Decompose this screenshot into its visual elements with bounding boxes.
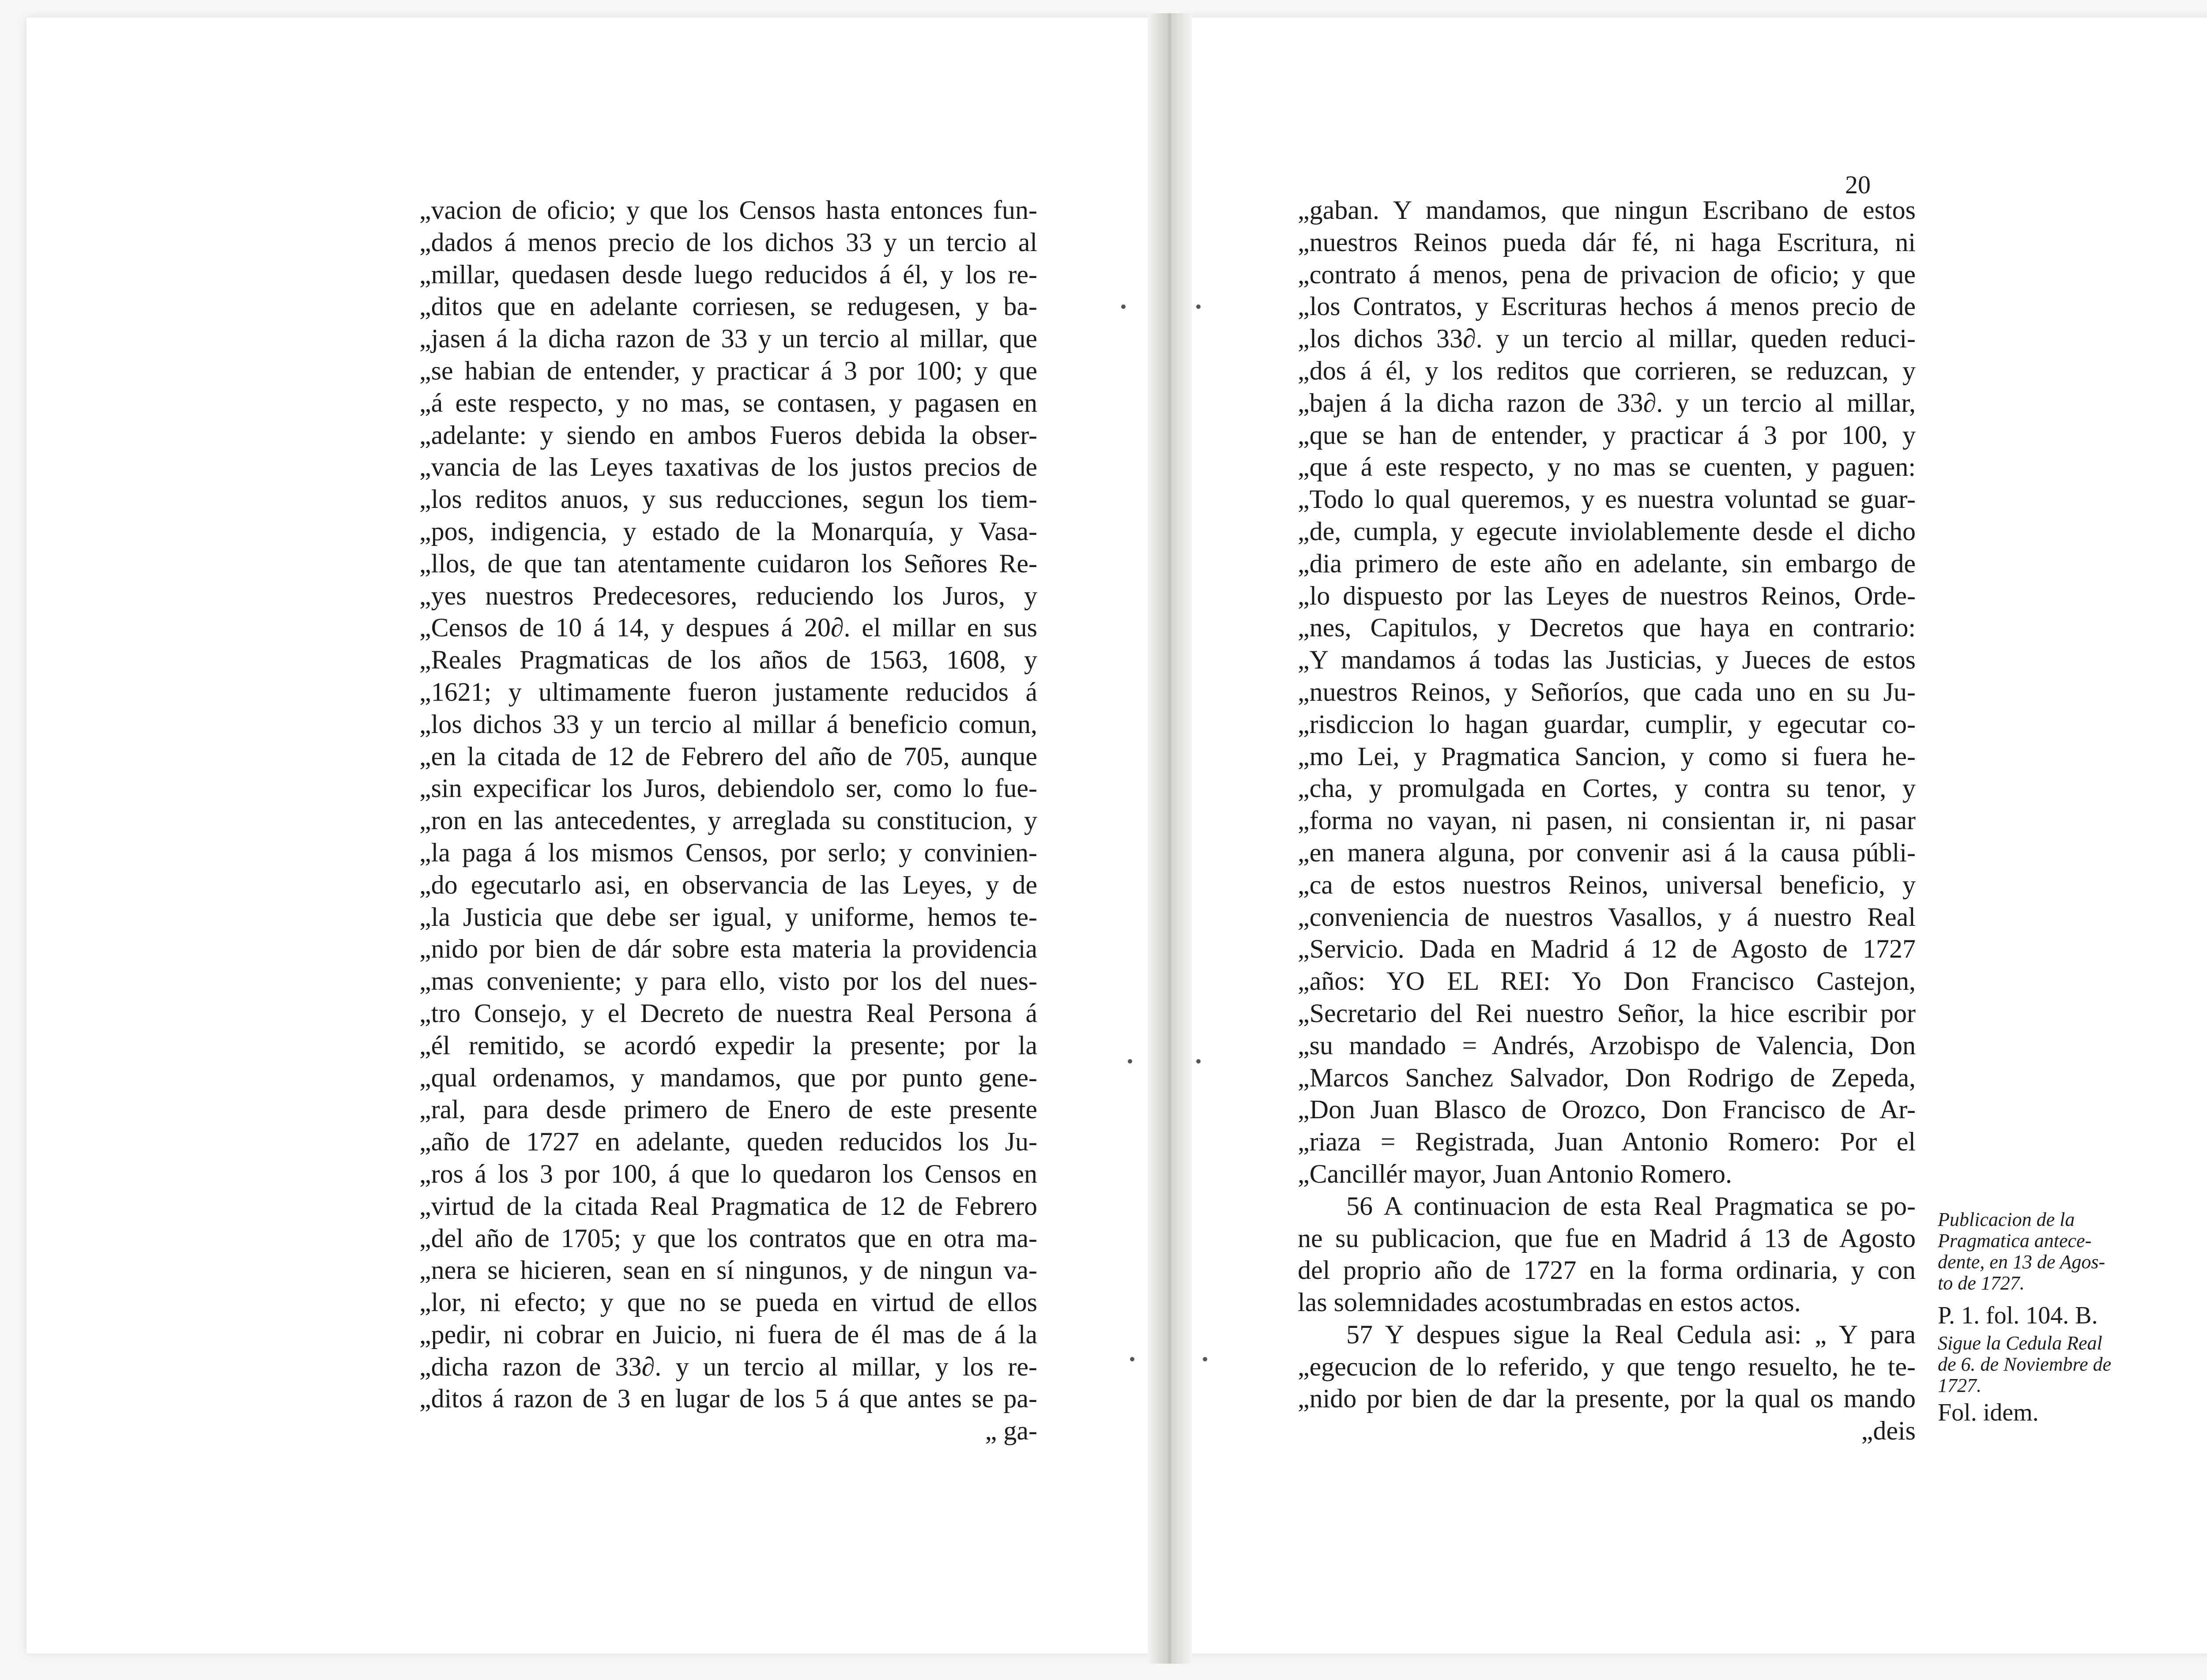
text-line: „qual ordenamos, y mandamos, que por punto gene- xyxy=(419,1063,1037,1092)
text-line: „virtud de la citada Real Pragmatica de 12 de Febrero xyxy=(419,1191,1037,1221)
text-line: „nuestros Reinos, y Señoríos, que cada uno en su Ju- xyxy=(1298,677,1916,707)
margin-note-line: Pragmatica antece- xyxy=(1938,1230,2092,1252)
text-line: „años: YO EL REI: Yo Don Francisco Castejon, xyxy=(1298,966,1916,996)
margin-note-line: Publicacion de la xyxy=(1938,1209,2075,1230)
catchword: „ ga- xyxy=(985,1416,1037,1446)
print-speck xyxy=(1203,1357,1207,1361)
text-line: „pos, indigencia, y estado de la Monarquía, y Vasa- xyxy=(419,516,1037,546)
text-line: „sin expecificar los Juros, debiendolo ser, como lo fue- xyxy=(419,774,1037,803)
margin-note-line: Sigue la Cedula Real xyxy=(1938,1332,2102,1354)
print-speck xyxy=(1128,1059,1132,1064)
text-line: „de, cumpla, y egecute inviolablemente desde el dicho xyxy=(1298,516,1916,546)
text-line: „yes nuestros Predecesores, reduciendo los Juros, y xyxy=(419,581,1037,610)
text-line: „Y mandamos á todas las Justicias, y Jueces de estos xyxy=(1298,645,1916,675)
text-line: „gaban. Y mandamos, que ningun Escribano de estos xyxy=(1298,195,1916,225)
text-line: „Todo lo qual queremos, y es nuestra voluntad se guar- xyxy=(1298,485,1916,514)
margin-note-publicacion xyxy=(1938,1209,2132,1294)
print-speck xyxy=(1196,1059,1201,1064)
text-line: „ditos á razon de 3 en lugar de los 5 á que antes se pa- xyxy=(419,1384,1037,1413)
text-line: „do egecutarlo asi, en observancia de las Leyes, y de xyxy=(419,870,1037,899)
catchword: „deis xyxy=(1861,1416,1916,1446)
text-line: „Cancillér mayor, Juan Antonio Romero. xyxy=(1298,1159,1732,1188)
print-speck xyxy=(1130,1357,1134,1361)
text-line: „á este respecto, y no mas, se contasen, y pagasen en xyxy=(419,388,1037,417)
text-line: „nera se hicieren, sean en sí ningunos, y de ningun va- xyxy=(419,1255,1037,1285)
text-line: „pedir, ni cobrar en Juicio, ni fuera de él mas de á la xyxy=(419,1319,1037,1349)
paragraph-56-line: del proprio año de 1727 en la forma ordinaria, y con xyxy=(1298,1255,1916,1285)
print-speck xyxy=(1121,304,1126,309)
paragraph-57-line: „nido por bien de dar la presente, por la qual os mando xyxy=(1298,1384,1916,1413)
text-line: „ca de estos nuestros Reinos, universal beneficio, y xyxy=(1298,870,1916,899)
text-line: „ral, para desde primero de Enero de este presente xyxy=(419,1095,1037,1124)
margin-note-cedula xyxy=(1938,1333,2132,1396)
text-line: „dados á menos precio de los dichos 33 y un tercio al xyxy=(419,227,1037,257)
text-line: „ron en las antecedentes, y arreglada su constitucion, y xyxy=(419,806,1037,835)
text-line: „Secretario del Rei nuestro Señor, la hice escribir por xyxy=(1298,998,1916,1028)
text-line: „bajen á la dicha razon de 33∂. y un tercio al millar, xyxy=(1298,388,1916,417)
text-line: „lor, ni efecto; y que no se pueda en virtud de ellos xyxy=(419,1288,1037,1317)
text-line: „nes, Capitulos, y Decretos que haya en contrario: xyxy=(1298,613,1916,643)
text-line: „llos, de que tan atentamente cuidaron los Señores Re- xyxy=(419,549,1037,578)
text-line: „Servicio. Dada en Madrid á 12 de Agosto de 1727 xyxy=(1298,934,1916,964)
text-line: „del año de 1705; y que los contratos que en otra ma- xyxy=(419,1223,1037,1253)
text-line: „vancia de las Leyes taxativas de los justos precios de xyxy=(419,452,1037,482)
text-line: „mas conveniente; y para ello, visto por los del nues- xyxy=(419,966,1037,996)
print-speck xyxy=(1196,304,1201,309)
margin-note-line: dente, en 13 de Agos- xyxy=(1938,1251,2105,1273)
text-line: „la Justicia que debe ser igual, y uniforme, hemos te- xyxy=(419,902,1037,932)
text-line: „mo Lei, y Pragmatica Sancion, y como si fuera he- xyxy=(1298,741,1916,771)
text-line: „riaza = Registrada, Juan Antonio Romero: Por el xyxy=(1298,1127,1916,1157)
text-line: „los dichos 33∂. y un tercio al millar, queden reduci- xyxy=(1298,324,1916,353)
text-line: „los Contratos, y Escrituras hechos á menos precio de xyxy=(1298,292,1916,321)
paragraph-56-line: las solemnidades acostumbradas en estos actos. xyxy=(1298,1288,1801,1317)
margin-note-line: 1727. xyxy=(1938,1375,1981,1396)
text-line: „vacion de oficio; y que los Censos hasta entonces fun- xyxy=(419,195,1037,225)
text-line: „en manera alguna, por convenir asi á la causa públi- xyxy=(1298,838,1916,867)
text-line: „Censos de 10 á 14, y despues á 20∂. el millar en sus xyxy=(419,613,1037,643)
text-line: „Marcos Sanchez Salvador, Don Rodrigo de Zepeda, xyxy=(1298,1063,1916,1092)
paragraph-56-line: ne su publicacion, que fue en Madrid á 13 de Agosto xyxy=(1298,1223,1916,1253)
text-line: „su mandado = Andrés, Arzobispo de Valencia, Don xyxy=(1298,1030,1916,1060)
margin-note-line: de 6. de Noviembre de xyxy=(1938,1353,2112,1375)
text-line: „tro Consejo, y el Decreto de nuestra Real Persona á xyxy=(419,998,1037,1028)
text-line: „cha, y promulgada en Cortes, y contra su tenor, y xyxy=(1298,774,1916,803)
text-line: „dos á él, y los reditos que corrieren, se reduzcan, y xyxy=(1298,356,1916,385)
text-line: „los dichos 33 y un tercio al millar á beneficio comun, xyxy=(419,709,1037,739)
text-line: „adelante: y siendo en ambos Fueros debida la obser- xyxy=(419,420,1037,450)
text-line: „nuestros Reinos pueda dár fé, ni haga Escritura, ni xyxy=(1298,227,1916,257)
margin-note-line: to de 1727. xyxy=(1938,1272,2025,1294)
text-line: „los reditos anuos, y sus reducciones, segun los tiem- xyxy=(419,485,1037,514)
text-line: „lo dispuesto por las Leyes de nuestros Reinos, Orde- xyxy=(1298,581,1916,610)
text-line: „la paga á los mismos Censos, por serlo; y convinien- xyxy=(419,838,1037,867)
text-line: „contrato á menos, pena de privacion de oficio; y que xyxy=(1298,259,1916,289)
text-line: „en la citada de 12 de Febrero del año de 705, aunque xyxy=(419,741,1037,771)
text-line: „se habian de entender, y practicar á 3 por 100; y que xyxy=(419,356,1037,385)
paragraph-57-line: 57 Y despues sigue la Real Cedula asi: „ Y para xyxy=(1346,1319,1916,1349)
text-line: „1621; y ultimamente fueron justamente reducidos á xyxy=(419,677,1037,707)
text-line: „nido por bien de dár sobre esta materia la providencia xyxy=(419,934,1037,964)
margin-reference-folio: P. 1. fol. 104. B. xyxy=(1938,1302,2098,1329)
book-gutter xyxy=(1148,13,1192,1664)
text-line: „risdiccion lo hagan guardar, cumplir, y egecutar co- xyxy=(1298,709,1916,739)
text-line: „Reales Pragmaticas de los años de 1563, 1608, y xyxy=(419,645,1037,675)
margin-reference-folio-idem: Fol. idem. xyxy=(1938,1399,2039,1426)
text-line: „que á este respecto, y no mas se cuenten, y paguen: xyxy=(1298,452,1916,482)
text-line: „ros á los 3 por 100, á que lo quedaron los Censos en xyxy=(419,1159,1037,1188)
text-line: „jasen á la dicha razon de 33 y un tercio al millar, que xyxy=(419,324,1037,353)
paragraph-57-line: „egecucion de lo referido, y que tengo resuelto, he te- xyxy=(1298,1352,1916,1381)
page-number: 20 xyxy=(1845,170,1871,199)
text-line: „él remitido, se acordó expedir la presente; por la xyxy=(419,1030,1037,1060)
text-line: „que se han de entender, y practicar á 3 por 100, y xyxy=(1298,420,1916,450)
text-line: „dia primero de este año en adelante, sin embargo de xyxy=(1298,549,1916,578)
text-line: „año de 1727 en adelante, queden reducidos los Ju- xyxy=(419,1127,1037,1157)
text-line: „dicha razon de 33∂. y un tercio al millar, y los re- xyxy=(419,1352,1037,1381)
paragraph-56-line: 56 A continuacion de esta Real Pragmatica se po- xyxy=(1346,1191,1916,1221)
text-line: „ditos que en adelante corriesen, se redugesen, y ba- xyxy=(419,292,1037,321)
text-line: „Don Juan Blasco de Orozco, Don Francisco de Ar- xyxy=(1298,1095,1916,1124)
text-line: „conveniencia de nuestros Vasallos, y á nuestro Real xyxy=(1298,902,1916,932)
text-line: „forma no vayan, ni pasen, ni consientan ir, ni pasar xyxy=(1298,806,1916,835)
text-line: „millar, quedasen desde luego reducidos á él, y los re- xyxy=(419,259,1037,289)
left-page-text xyxy=(419,194,1037,1447)
right-page-text xyxy=(1298,194,1916,1447)
